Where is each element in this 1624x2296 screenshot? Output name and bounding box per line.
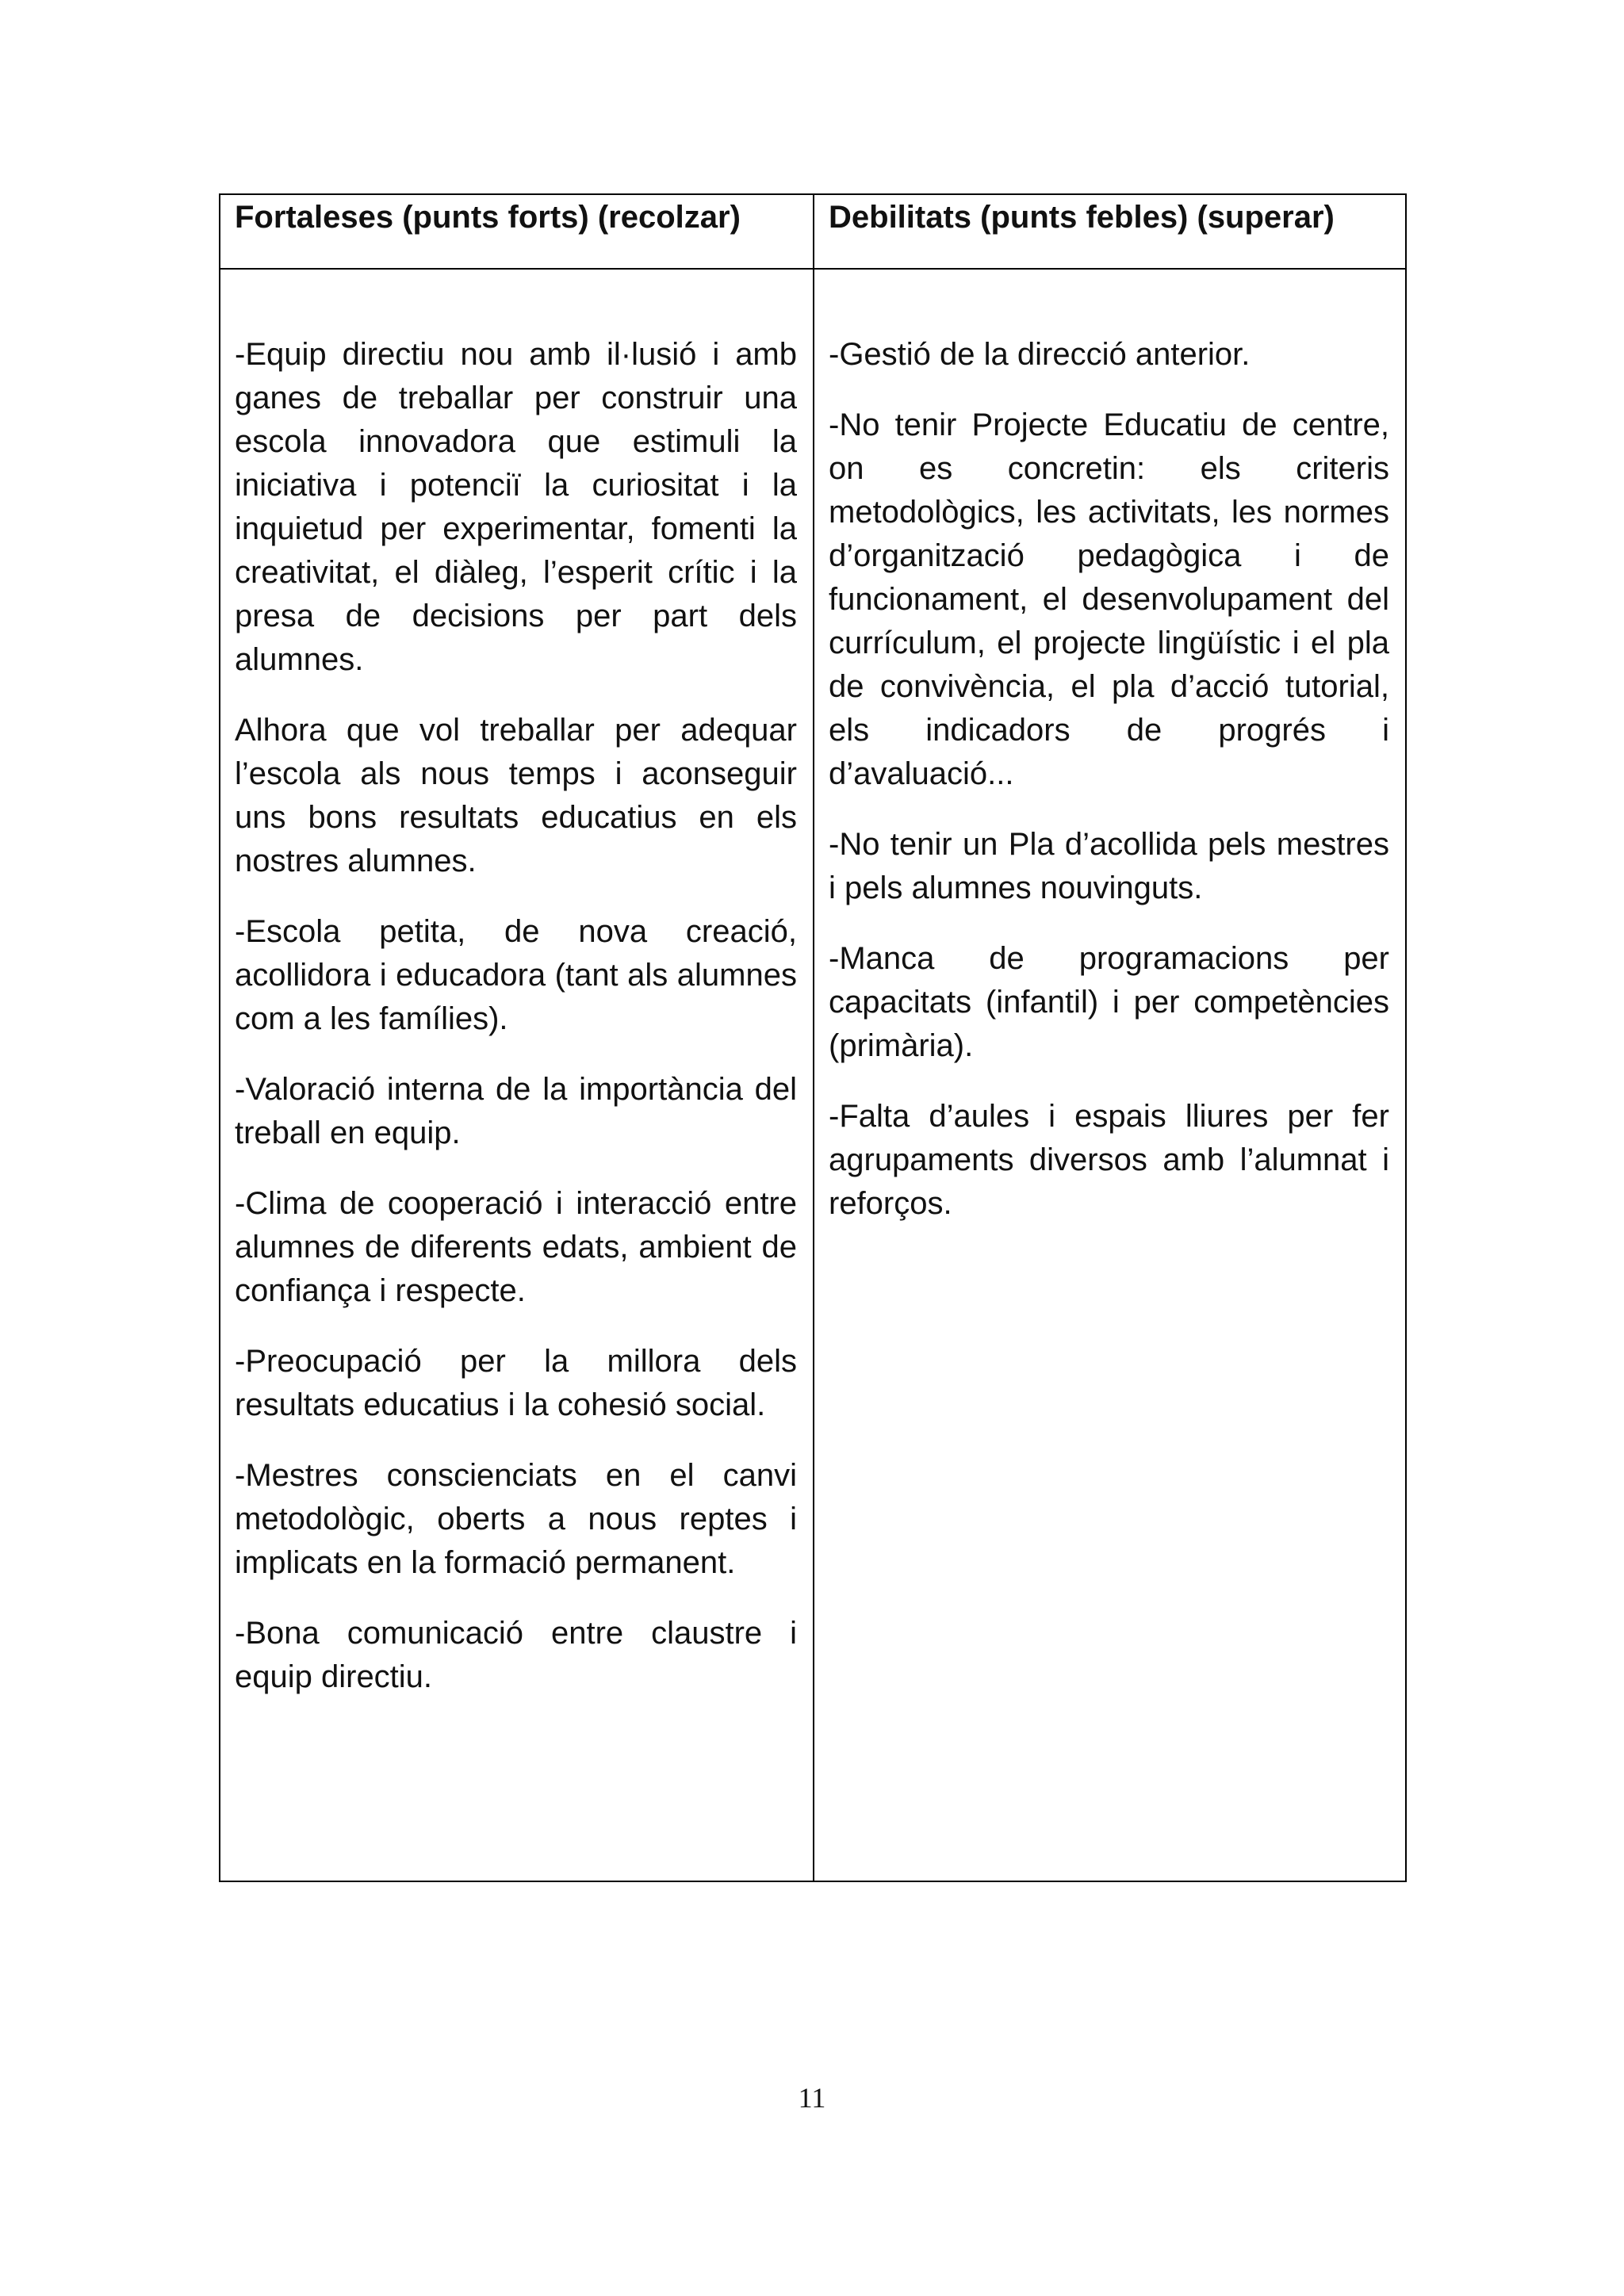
weaknesses-column: [814, 270, 1405, 1881]
weakness-item: -Falta d’aules i espais lliures per fer agrupaments diversos amb l’alumnat i reforços.: [829, 1099, 1389, 1221]
strength-item: -Preocupació per la millora dels resultats educatius i la cohesió social.: [235, 1344, 797, 1422]
strength-item: Alhora que vol treballar per adequar l’escola als nous temps i aconseguir uns bons resultats educatius en els nostres alumnes.: [235, 713, 797, 878]
swot-table: [219, 193, 1407, 1882]
strengths-column: [220, 270, 814, 1881]
weakness-item: -No tenir un Pla d’acollida pels mestres i pels alumnes nouvinguts.: [829, 827, 1389, 905]
strength-item: -Clima de cooperació i interacció entre alumnes de diferents edats, ambient de confiança i respecte.: [235, 1186, 797, 1308]
strength-item: -Valoració interna de la importància del treball en equip.: [235, 1072, 797, 1150]
page-number: 11: [798, 2082, 826, 2114]
weakness-item: -Manca de programacions per capacitats (infantil) i per competències (primària).: [829, 941, 1389, 1063]
strength-item: -Escola petita, de nova creació, acollidora i educadora (tant als alumnes com a les famílies).: [235, 914, 797, 1036]
strengths-header: Fortaleses (punts forts) (recolzar): [220, 195, 814, 270]
strength-item: -Mestres conscienciats en el canvi metodològic, oberts a nous reptes i implicats en la formació permanent.: [235, 1458, 797, 1580]
weaknesses-header: Debilitats (punts febles) (superar): [814, 195, 1405, 270]
weakness-item: -No tenir Projecte Educatiu de centre, on es concretin: els criteris metodològics, les activitats, les normes d’organització pedagògica i de funcionament, el desenvolupament del currículum, el projecte lingüístic i el pla de convivència, el pla d’acció tutorial, els indicadors de progrés i d’avaluació...: [829, 408, 1389, 791]
strength-item: -Bona comunicació entre claustre i equip directiu.: [235, 1616, 797, 1694]
weakness-item: -Gestió de la direcció anterior.: [829, 337, 1251, 372]
strength-item: -Equip directiu nou amb il·lusió i amb ganes de treballar per construir una escola innovadora que estimuli la iniciativa i potenciï la curiositat i la inquietud per experimentar, fomenti la creativitat, el diàleg, l’esperit crític i la presa de decisions per part dels alumnes.: [235, 337, 797, 677]
